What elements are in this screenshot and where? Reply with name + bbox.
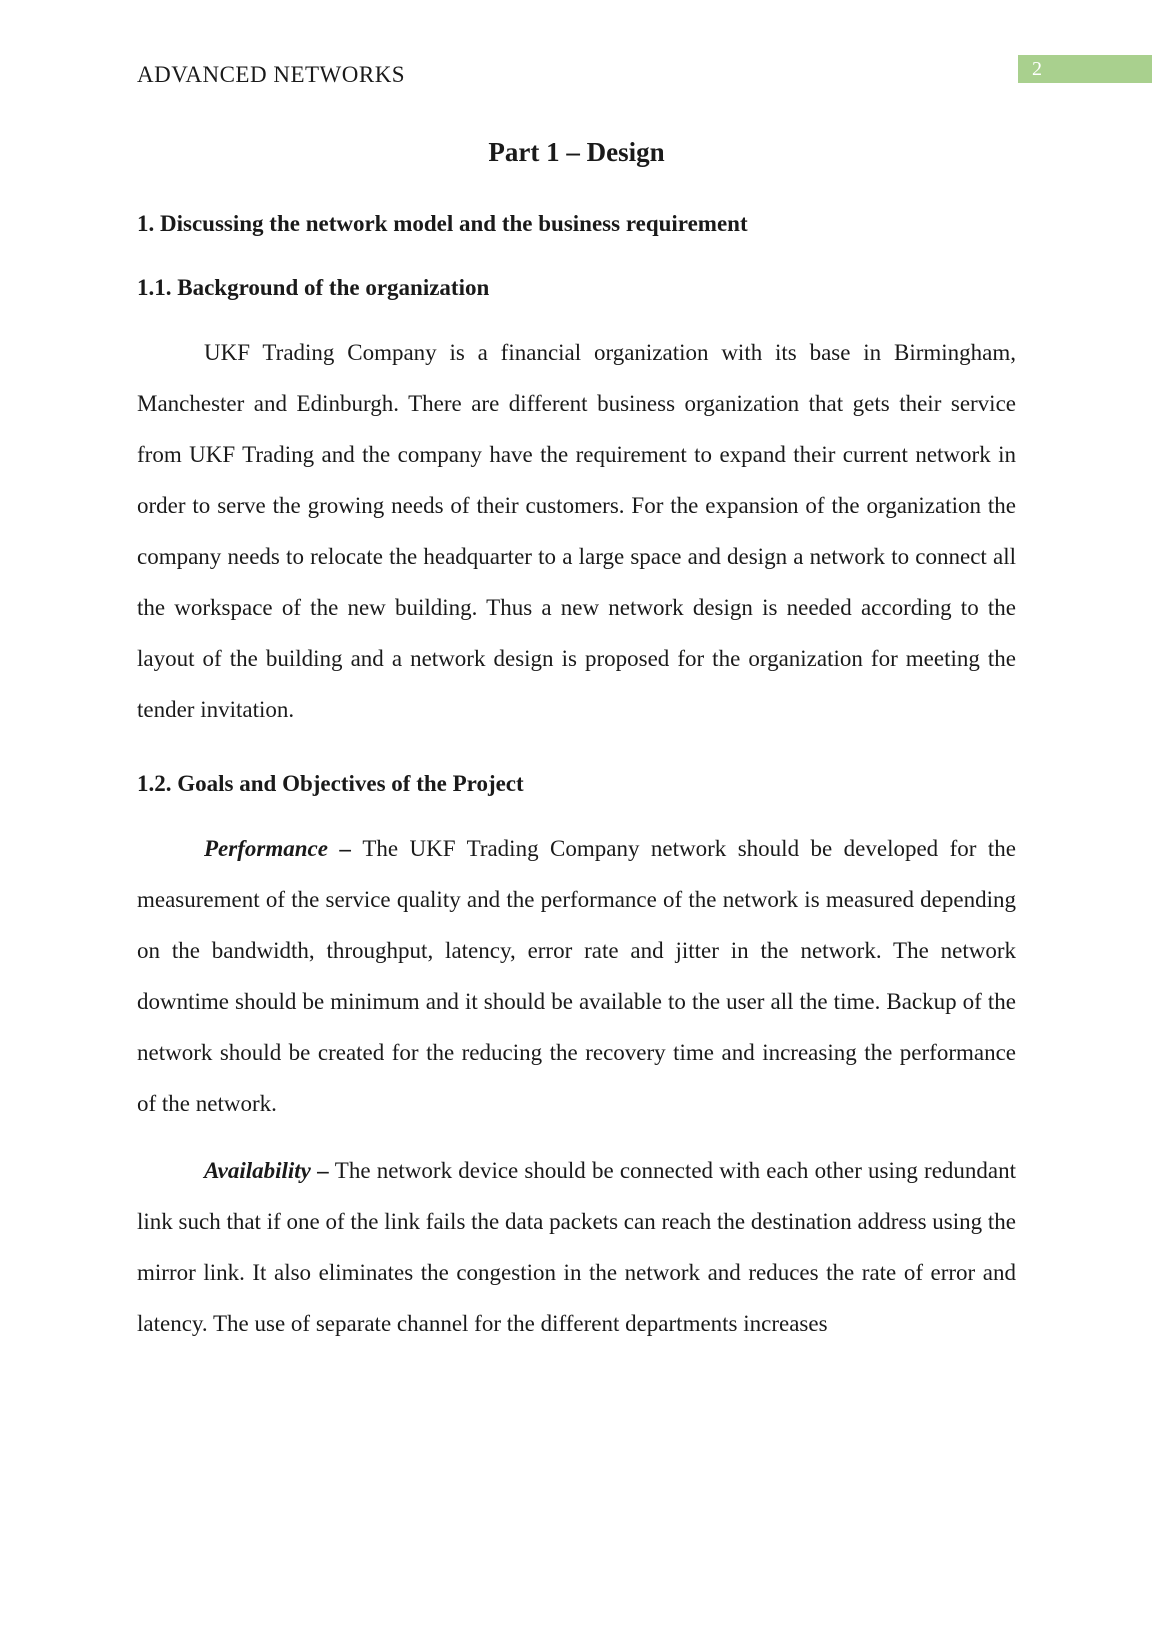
performance-text: The UKF Trading Company network should be developed for the measurement of the service quality and the performance of the network is measured depending on the bandwidth, throughput, latency, error rate and jitter in the network. The network downtime should be minimum and it should be available to the user all the time. Backup of the network should be created for the reducing the recovery time and increasing the performance of the network. [137, 836, 1016, 1116]
document-header-title: ADVANCED NETWORKS [137, 62, 406, 87]
availability-dash: – [310, 1158, 335, 1183]
availability-lead: Availability [204, 1158, 311, 1183]
paragraph-background: UKF Trading Company is a financial organization with its base in Birmingham, Manchester and Edinburgh. There are different business organization that gets their service from UKF Trading and the company have the requirement to expand their current network in order to serve the growing needs of their customers. For the expansion of the organization the company needs to relocate the headquarter to a large space and design a network to connect all the workspace of the new building. Thus a new network design is needed according to the layout of the building and a network design is proposed for the organization for meeting the tender invitation. [137, 340, 1016, 722]
section-heading-1: 1. Discussing the network model and the business requirement [137, 211, 748, 236]
doc-title: Part 1 – Design [488, 137, 665, 167]
page-number-badge [1018, 55, 1152, 83]
performance-lead: Performance [204, 836, 328, 861]
paragraph-availability [137, 1145, 1016, 1349]
paragraph-performance [137, 823, 1016, 1129]
performance-dash: – [327, 836, 363, 861]
section-heading-1-2: 1.2. Goals and Objectives of the Project [137, 771, 524, 796]
section-heading-1-1: 1.1. Background of the organization [137, 275, 490, 300]
availability-text: The network device should be connected with each other using redundant link such that if one of the link fails the data packets can reach the destination address using the mirror link. It also eliminates the congestion in the network and reduces the rate of error and latency. The use of separate channel for the different departments increases [137, 1158, 1017, 1336]
page-number: 2 [1032, 58, 1042, 80]
